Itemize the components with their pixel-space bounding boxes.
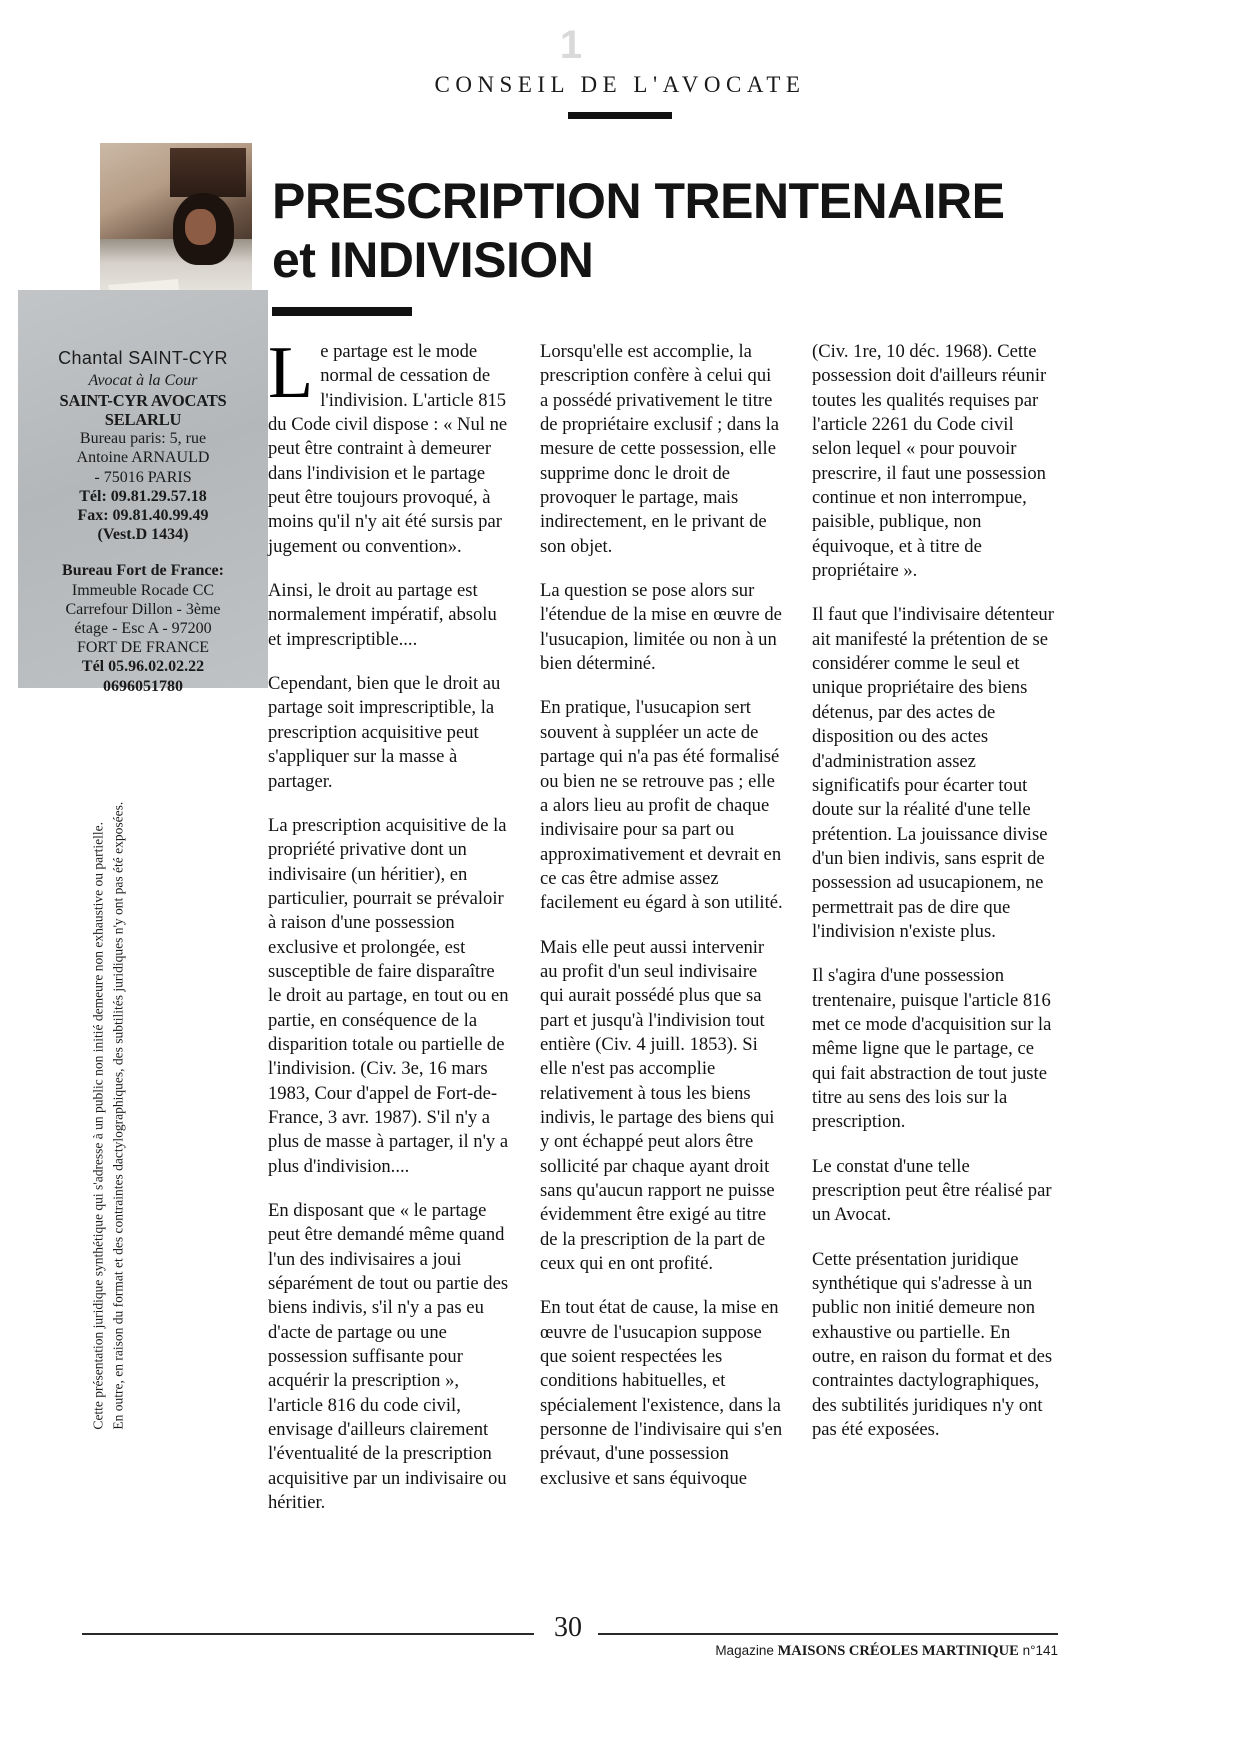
rubric-rule [568,112,672,119]
paragraph: Il faut que l'indivisaire détenteur ait manifesté la prétention de se considérer comme le seul et unique propriétaire des biens détenus, par des actes de disposition ou des actes d'administration assez significatifs pour écarter tout doute sur la réalité d'une telle prétention. La jouissance divise d'un bien indivis, sans esprit de possession ad usucapionem, ne permettrait pas de dire que l'indivision n'existe plus. [812,604,1054,942]
author-name: Chantal SAINT-CYR [58,348,228,368]
drop-cap: L [268,332,314,414]
paragraph: Lorsqu'elle est accomplie, la prescription confère à celui qui a possédé privativement le titre de propriétaire exclusif ; dans la mesure de cette possession, elle supprime donc le droit de provoquer le partage, mais indirectement, en le privant de son objet. [540,341,780,557]
credit-brand: MAISONS CRÉOLES MARTINIQUE [777,1643,1019,1659]
paragraph [268,332,512,559]
paragraph-text: e partage est le mode normal de cessation de l'indivision. L'article 815 du Code civil dispose : « Nul ne peut être contraint à demeurer dans l'indivision et le partage peut être toujours provoqué, à moins qu'il n'y ait été sursis par jugement ou convention». [268,341,508,557]
paragraph: Cette présentation juridique synthétique qui s'adresse à un public non initié demeure non exhaustive ou partielle. En outre, en raison du format et des contraintes dactylographiques, des subtilités juridiques n'y ont pas été exposées. [812,1248,1053,1441]
paragraph: En pratique, l'usucapion sert souvent à suppléer un acte de partage qui n'a pas été formalisé ou bien ne se retrouve pas ; elle a alors lieu au profit de chaque indivisaire pour sa part ou approximativement et devrait en ce cas être admise assez facilement eu égard à son utilité. [540,697,783,914]
article-column-1 [268,332,512,1515]
contact-panel-content [18,298,268,696]
vertical-note-line-2: En outre, en raison du format et des contraintes dactylographiques, des subtilités juridiques n'y ont pas été exposées. [110,801,125,1430]
paragraph: En tout état de cause, la mise en œuvre de l'usucapion suppose que soient respectées les conditions habituelles, et spécialement l'existence, dans la personne de l'indivisaire qui s'en prévaut, d'une possession exclusive et sans équivoque [540,1297,783,1489]
author-photo [100,143,252,308]
paris-fax: Fax: 09.81.40.99.49 [77,507,209,524]
article-column-3 [812,340,1056,1515]
contact-spacer [18,544,268,561]
paragraph: La prescription acquisitive de la propriété privative dont un indivisaire (un héritier), en particulier, pourrait se prévaloir à raison d'une possession exclusive et prolongée, est susceptible de faire disparaître le droit au partage, en tout ou en partie, en conséquence de la disparition totale ou partielle de l'indivision. (Civ. 3e, 16 mars 1983, Cour d'appel de Fort-de-France, 3 avr. 1987). S'il n'y a plus de masse à partager, il n'y a plus d'indivision.... [268,814,509,1177]
paragraph: Cependant, bien que le droit au partage soit imprescriptible, la prescription acquisitive peut s'appliquer sur la masse à partager. [268,673,501,792]
vertical-disclaimer-note [88,750,127,1430]
vertical-note-line-1: Cette présentation juridique synthétique qui s'adresse à un public non initié demeure non exhaustive ou partielle. [90,822,106,1430]
paris-vestiaire: (Vest.D 1434) [97,526,189,544]
author-title: Avocat à la Cour [88,372,198,389]
paragraph: Il s'agira d'une possession trentenaire, puisque l'article 816 met ce mode d'acquisition sur la même ligne que le partage, ce qui fait abstraction de tout juste titre au sens des lois sur la prescription. [812,965,1052,1133]
paragraph: Ainsi, le droit au partage est normalement impératif, absolu et imprescriptible.... [268,580,497,650]
page-title [272,175,1032,286]
footer-rule-right [598,1633,1058,1635]
paragraph: (Civ. 1re, 10 déc. 1968). Cette possession doit d'ailleurs réunir toutes les qualités requises par l'article 2261 du Code civil selon lequel « pour pouvoir prescrire, il faut une possession continue et non interrompue, paisible, publique, non équivoque, et à titre de propriétaire ». [812,341,1047,582]
footer-rule-left [82,1633,534,1635]
paris-phone: Tél: 09.81.29.57.18 [79,487,207,505]
fdf-address-line-2: Carrefour Dillon - 3ème [65,600,221,618]
paris-address-line-1: Bureau paris: 5, rue [79,430,207,448]
fdf-office-title: Bureau Fort de France: [62,562,224,580]
photo-person-face [185,209,215,245]
article-column-2 [540,340,784,1515]
decorative-page-mark: 1 [559,23,581,67]
fdf-phone: Tél 05.96.02.02.22 [81,658,205,676]
credit-suffix: n°141 [1018,1643,1058,1658]
paris-address-line-3: - 75016 PARIS [94,468,192,486]
fdf-address-line-4: FORT DE FRANCE [76,639,210,657]
magazine-credit [640,1643,1058,1660]
paragraph: En disposant que « le partage peut être demandé même quand l'un des indivisaires a joui séparément de tout ou partie des biens indivis, s'il n'y a pas eu d'acte de partage ou une possession suffisante pour acquérir la prescription », l'article 816 du code civil, envisage d'ailleurs clairement l'éventualité de la prescription acquisitive par un indivisaire ou héritier. [268,1200,509,1514]
credit-prefix: Magazine [715,1643,778,1658]
firm-name-line-2: SELARLU [104,410,182,430]
headline-line-2: et INDIVISION [272,231,594,288]
photo-shelf [170,148,246,198]
paragraph: Le constat d'une telle prescription peut être réalisé par un Avocat. [812,1155,1052,1226]
headline-line-1: PRESCRIPTION TRENTENAIRE [272,173,1005,229]
headline-rule [272,307,412,316]
firm-name-line-1: SAINT-CYR AVOCATS [59,391,227,410]
page-rubric: CONSEIL DE L'AVOCATE [434,72,806,97]
fdf-address-line-3: étage - Esc A - 97200 [74,619,212,637]
paris-address-line-2: Antoine ARNAULD [76,449,210,467]
paragraph: La question se pose alors sur l'étendue de la mise en œuvre de l'usucapion, limitée ou non à un bien déterminé. [540,580,782,675]
paragraph: Mais elle peut aussi intervenir au profit d'un seul indivisaire qui aurait possédé plus que sa part et jusqu'à l'indivision tout entière (Civ. 4 juill. 1853). Si elle n'est pas accomplie relativement à tous les biens indivis, le partage des biens qui y ont échappé peut alors être sollicité par chaque ayant droit sans qu'aucun rapport ne puisse évidemment être exigé au titre de la prescription de la part de ceux qui en ont profité. [540,936,775,1275]
article-body [268,332,1068,1515]
fdf-mobile: 0696051780 [103,677,183,695]
fdf-address-line-1: Immeuble Rocade CC [71,581,215,599]
page-number: 30 [554,1612,582,1643]
